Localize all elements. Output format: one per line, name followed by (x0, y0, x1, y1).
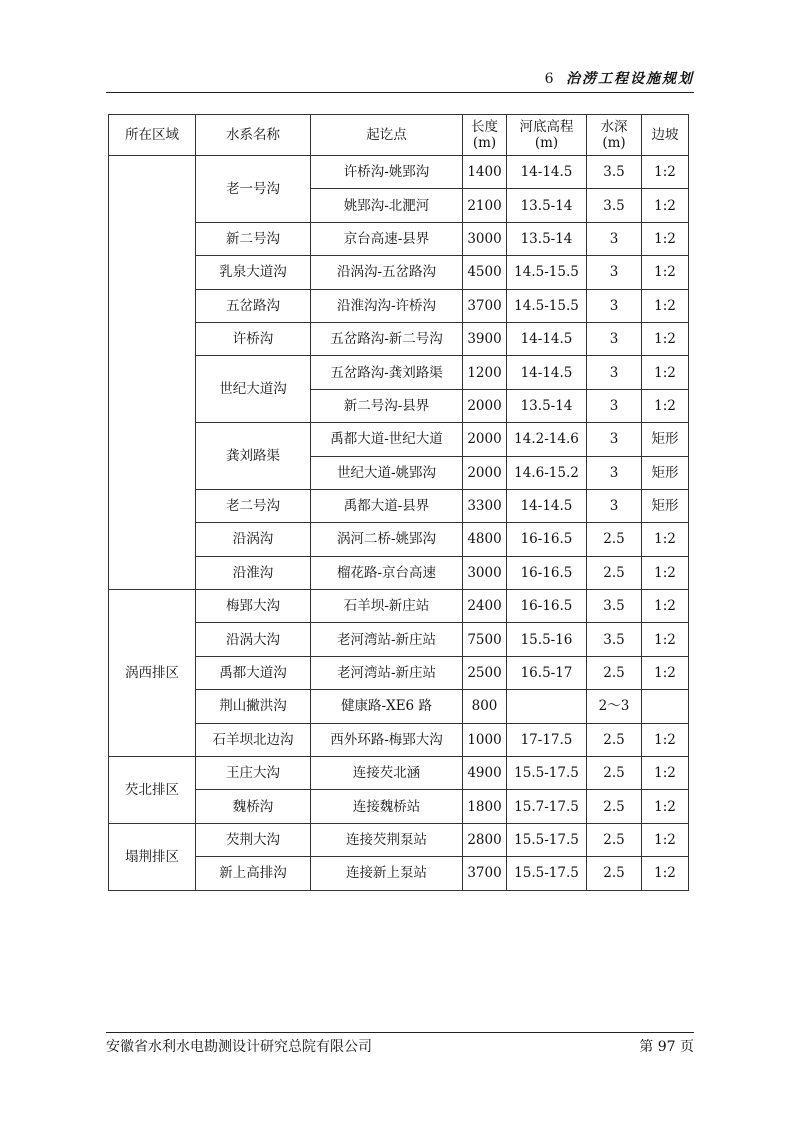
route-cell: 世纪大道-姚郢沟 (311, 456, 463, 489)
region-cell: 塌荆排区 (109, 823, 196, 890)
depth-cell: 2.5 (587, 656, 642, 689)
water-name-cell: 沿淮沟 (196, 556, 311, 589)
route-cell: 沿涡沟-五岔路沟 (311, 256, 463, 289)
depth-cell: 3 (587, 289, 642, 322)
slope-cell: 1:2 (642, 790, 689, 823)
slope-cell: 矩形 (642, 489, 689, 522)
slope-cell: 1:2 (642, 823, 689, 856)
slope-cell: 1:2 (642, 556, 689, 589)
length-cell: 3700 (463, 289, 507, 322)
slope-cell: 1:2 (642, 322, 689, 355)
depth-cell: 3 (587, 222, 642, 255)
col-header-depth: 水深 (m) (587, 115, 642, 156)
water-name-cell: 沿涡沟 (196, 523, 311, 556)
bed-elevation-cell (507, 690, 587, 723)
slope-cell: 矩形 (642, 456, 689, 489)
bed-elevation-cell: 14.2-14.6 (507, 423, 587, 456)
water-name-cell: 新二号沟 (196, 222, 311, 255)
slope-cell: 1:2 (642, 857, 689, 890)
depth-cell: 3.5 (587, 189, 642, 222)
depth-cell: 3 (587, 489, 642, 522)
col-header-water: 水系名称 (196, 115, 311, 156)
depth-cell: 3 (587, 389, 642, 422)
route-cell: 涡河二桥-姚郢沟 (311, 523, 463, 556)
slope-cell: 1:2 (642, 656, 689, 689)
table-row (109, 289, 689, 322)
length-cell: 1800 (463, 790, 507, 823)
bed-elevation-cell: 15.5-16 (507, 623, 587, 656)
bed-elevation-cell: 15.7-17.5 (507, 790, 587, 823)
route-cell: 姚郢沟-北淝河 (311, 189, 463, 222)
length-cell: 3000 (463, 222, 507, 255)
depth-cell: 2～3 (587, 690, 642, 723)
table-row (109, 156, 689, 189)
bed-elevation-cell: 14-14.5 (507, 156, 587, 189)
water-name-cell: 新上高排沟 (196, 857, 311, 890)
route-cell: 榴花路-京台高速 (311, 556, 463, 589)
table-row (109, 656, 689, 689)
col-header-bed-elevation: 河底高程 (m) (507, 115, 587, 156)
length-cell: 3900 (463, 322, 507, 355)
route-cell: 五岔路沟-新二号沟 (311, 322, 463, 355)
water-name-cell: 龚刘路渠 (196, 423, 311, 490)
table-row (109, 489, 689, 522)
length-cell: 4800 (463, 523, 507, 556)
header-rule (106, 92, 694, 93)
length-cell: 2100 (463, 189, 507, 222)
company-name: 安徽省水利水电勘测设计研究总院有限公司 (106, 1039, 372, 1055)
table-row (109, 723, 689, 756)
length-cell: 2000 (463, 423, 507, 456)
slope-cell: 1:2 (642, 389, 689, 422)
water-name-cell: 乳泉大道沟 (196, 256, 311, 289)
route-cell: 新二号沟-县界 (311, 389, 463, 422)
length-cell: 1400 (463, 156, 507, 189)
length-cell: 2000 (463, 389, 507, 422)
chapter-number: 6 (544, 71, 554, 87)
page-number: 第 97 页 (639, 1039, 694, 1055)
table-row (109, 590, 689, 623)
region-cell: 芡北排区 (109, 757, 196, 824)
route-cell: 许桥沟-姚郢沟 (311, 156, 463, 189)
route-cell: 禹都大道-世纪大道 (311, 423, 463, 456)
table-row (109, 823, 689, 856)
slope-cell: 1:2 (642, 256, 689, 289)
depth-cell: 3.5 (587, 590, 642, 623)
slope-cell: 1:2 (642, 356, 689, 389)
region-cell: 涡西排区 (109, 590, 196, 757)
table-row (109, 790, 689, 823)
table-header-row (109, 115, 689, 156)
depth-cell: 3 (587, 322, 642, 355)
bed-elevation-cell: 14.5-15.5 (507, 256, 587, 289)
bed-elevation-cell: 16-16.5 (507, 590, 587, 623)
water-name-cell: 石羊坝北边沟 (196, 723, 311, 756)
water-name-cell: 许桥沟 (196, 322, 311, 355)
col-header-route: 起讫点 (311, 115, 463, 156)
bed-elevation-cell: 14-14.5 (507, 356, 587, 389)
route-cell: 连接新上泵站 (311, 857, 463, 890)
table-row (109, 857, 689, 890)
water-name-cell: 老二号沟 (196, 489, 311, 522)
slope-cell: 1:2 (642, 623, 689, 656)
slope-cell (642, 690, 689, 723)
table-row (109, 322, 689, 355)
page-header (106, 68, 694, 90)
bed-elevation-cell: 13.5-14 (507, 189, 587, 222)
depth-cell: 2.5 (587, 723, 642, 756)
route-cell: 连接芡北涵 (311, 757, 463, 790)
col-header-region: 所在区域 (109, 115, 196, 156)
water-name-cell: 王庄大沟 (196, 757, 311, 790)
water-name-cell: 世纪大道沟 (196, 356, 311, 423)
length-cell: 4500 (463, 256, 507, 289)
bed-elevation-cell: 14-14.5 (507, 322, 587, 355)
route-cell: 连接魏桥站 (311, 790, 463, 823)
bed-elevation-cell: 16.5-17 (507, 656, 587, 689)
route-cell: 健康路-XE6 路 (311, 690, 463, 723)
page-footer (106, 1036, 694, 1056)
depth-cell: 3 (587, 356, 642, 389)
bed-elevation-cell: 15.5-17.5 (507, 823, 587, 856)
table-row (109, 256, 689, 289)
depth-cell: 3 (587, 256, 642, 289)
bed-elevation-cell: 15.5-17.5 (507, 857, 587, 890)
chapter-title: 治涝工程设施规划 (566, 71, 694, 87)
route-cell: 沿淮沟沟-许桥沟 (311, 289, 463, 322)
bed-elevation-cell: 14-14.5 (507, 489, 587, 522)
water-name-cell: 梅郢大沟 (196, 590, 311, 623)
table-row (109, 356, 689, 389)
length-cell: 1000 (463, 723, 507, 756)
table-row (109, 556, 689, 589)
length-cell: 2800 (463, 823, 507, 856)
route-cell: 连接芡荆泵站 (311, 823, 463, 856)
length-cell: 3000 (463, 556, 507, 589)
water-name-cell: 魏桥沟 (196, 790, 311, 823)
length-cell: 800 (463, 690, 507, 723)
length-cell: 7500 (463, 623, 507, 656)
drainage-table (108, 114, 689, 891)
length-cell: 2400 (463, 590, 507, 623)
water-name-cell: 禹都大道沟 (196, 656, 311, 689)
col-header-slope: 边坡 (642, 115, 689, 156)
slope-cell: 1:2 (642, 757, 689, 790)
slope-cell: 1:2 (642, 723, 689, 756)
slope-cell: 1:2 (642, 289, 689, 322)
table-row (109, 423, 689, 456)
length-cell: 3300 (463, 489, 507, 522)
bed-elevation-cell: 16-16.5 (507, 556, 587, 589)
route-cell: 京台高速-县界 (311, 222, 463, 255)
table-row (109, 757, 689, 790)
slope-cell: 1:2 (642, 156, 689, 189)
water-name-cell: 五岔路沟 (196, 289, 311, 322)
water-name-cell: 芡荆大沟 (196, 823, 311, 856)
footer-rule (106, 1032, 694, 1033)
region-cell (109, 156, 196, 590)
col-header-length: 长度 (m) (463, 115, 507, 156)
depth-cell: 2.5 (587, 790, 642, 823)
length-cell: 1200 (463, 356, 507, 389)
bed-elevation-cell: 13.5-14 (507, 389, 587, 422)
slope-cell: 1:2 (642, 523, 689, 556)
route-cell: 老河湾站-新庄站 (311, 623, 463, 656)
bed-elevation-cell: 15.5-17.5 (507, 757, 587, 790)
length-cell: 2000 (463, 456, 507, 489)
length-cell: 4900 (463, 757, 507, 790)
water-name-cell: 荆山撇洪沟 (196, 690, 311, 723)
bed-elevation-cell: 17-17.5 (507, 723, 587, 756)
table-row (109, 623, 689, 656)
route-cell: 五岔路沟-龚刘路渠 (311, 356, 463, 389)
bed-elevation-cell: 13.5-14 (507, 222, 587, 255)
bed-elevation-cell: 14.6-15.2 (507, 456, 587, 489)
water-name-cell: 老一号沟 (196, 156, 311, 223)
length-cell: 3700 (463, 857, 507, 890)
depth-cell: 2.5 (587, 523, 642, 556)
depth-cell: 3 (587, 456, 642, 489)
depth-cell: 3.5 (587, 623, 642, 656)
length-cell: 2500 (463, 656, 507, 689)
slope-cell: 矩形 (642, 423, 689, 456)
depth-cell: 2.5 (587, 823, 642, 856)
table-body (109, 156, 689, 891)
table-row (109, 523, 689, 556)
depth-cell: 3 (587, 423, 642, 456)
slope-cell: 1:2 (642, 222, 689, 255)
route-cell: 西外环路-梅郢大沟 (311, 723, 463, 756)
bed-elevation-cell: 16-16.5 (507, 523, 587, 556)
depth-cell: 2.5 (587, 857, 642, 890)
slope-cell: 1:2 (642, 590, 689, 623)
route-cell: 禹都大道-县界 (311, 489, 463, 522)
depth-cell: 3.5 (587, 156, 642, 189)
route-cell: 老河湾站-新庄站 (311, 656, 463, 689)
water-name-cell: 沿涡大沟 (196, 623, 311, 656)
slope-cell: 1:2 (642, 189, 689, 222)
depth-cell: 2.5 (587, 757, 642, 790)
depth-cell: 2.5 (587, 556, 642, 589)
table-row (109, 222, 689, 255)
table-row (109, 690, 689, 723)
bed-elevation-cell: 14.5-15.5 (507, 289, 587, 322)
route-cell: 石羊坝-新庄站 (311, 590, 463, 623)
